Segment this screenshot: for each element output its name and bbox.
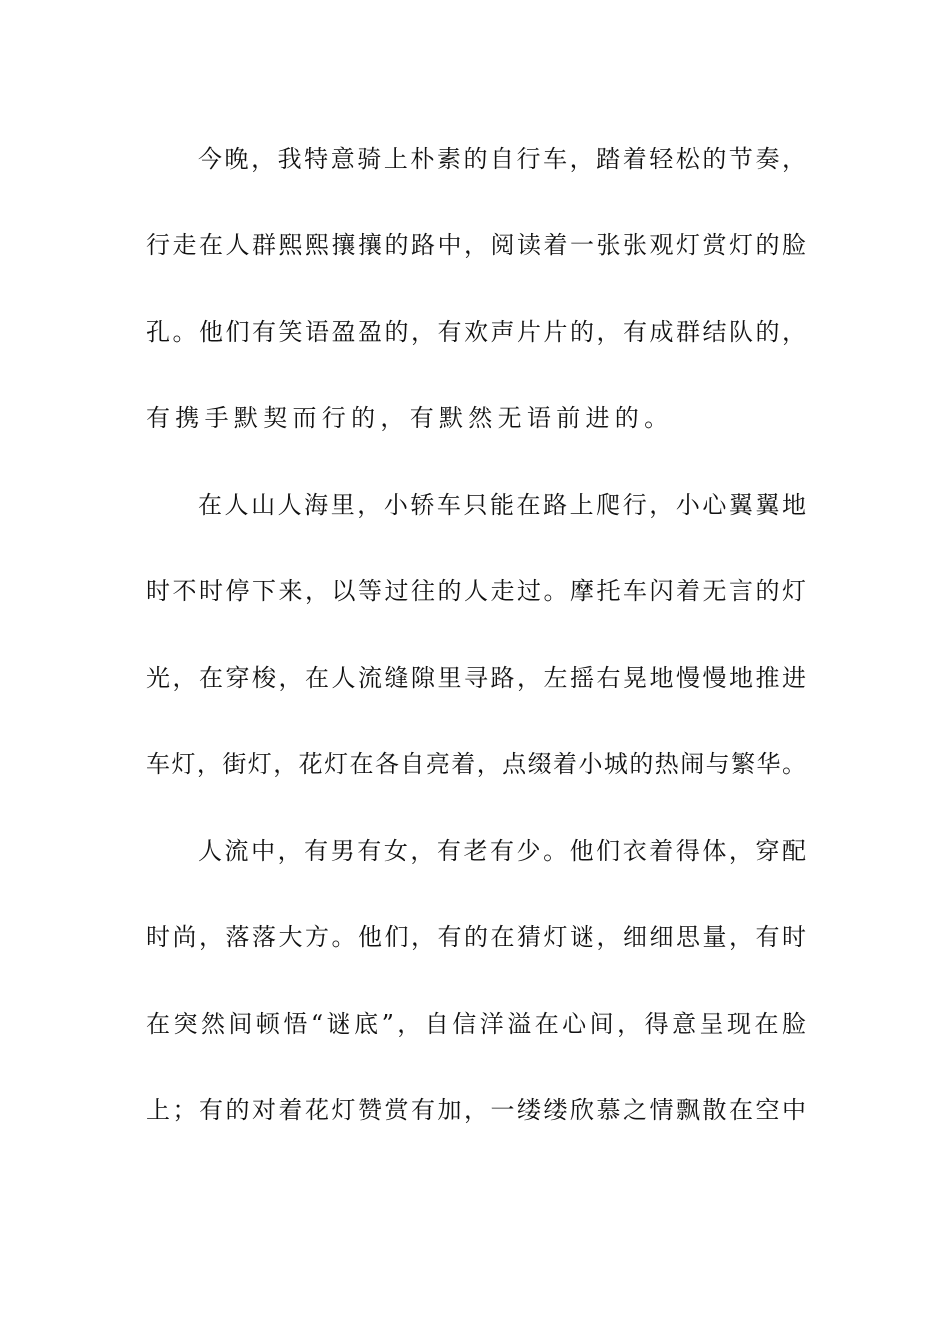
paragraph-1-line-2: 行走在人群熙熙攘攘的路中，阅读着一张张观灯赏灯的脸 [146, 231, 806, 259]
paragraph-3-line-1: 人流中，有男有女，有老有少。他们衣着得体，穿配 [198, 837, 806, 865]
paragraph-1-line-3: 孔。他们有笑语盈盈的，有欢声片片的，有成群结队的， [146, 318, 806, 346]
paragraph-3-line-2: 时尚，落落大方。他们，有的在猜灯谜，细细思量，有时 [146, 923, 806, 951]
paragraph-2-line-4: 车灯，街灯，花灯在各自亮着，点缀着小城的热闹与繁华。 [146, 750, 806, 778]
paragraph-2-line-1: 在人山人海里，小轿车只能在路上爬行，小心翼翼地 [198, 491, 806, 519]
paragraph-2-line-3: 光，在穿梭，在人流缝隙里寻路，左摇右晃地慢慢地推进 [146, 664, 806, 692]
paragraph-1-line-4: 有携手默契而行的，有默然无语前进的。 [146, 404, 674, 432]
paragraph-2-line-2: 时不时停下来，以等过往的人走过。摩托车闪着无言的灯 [146, 577, 806, 605]
paragraph-3-line-4: 上；有的对着花灯赞赏有加，一缕缕欣慕之情飘散在空中 [146, 1096, 806, 1124]
paragraph-1-line-1: 今晚，我特意骑上朴素的自行车，踏着轻松的节奏， [198, 145, 806, 173]
paragraph-3-line-3: 在突然间顿悟“谜底”，自信洋溢在心间，得意呈现在脸 [146, 1010, 806, 1038]
